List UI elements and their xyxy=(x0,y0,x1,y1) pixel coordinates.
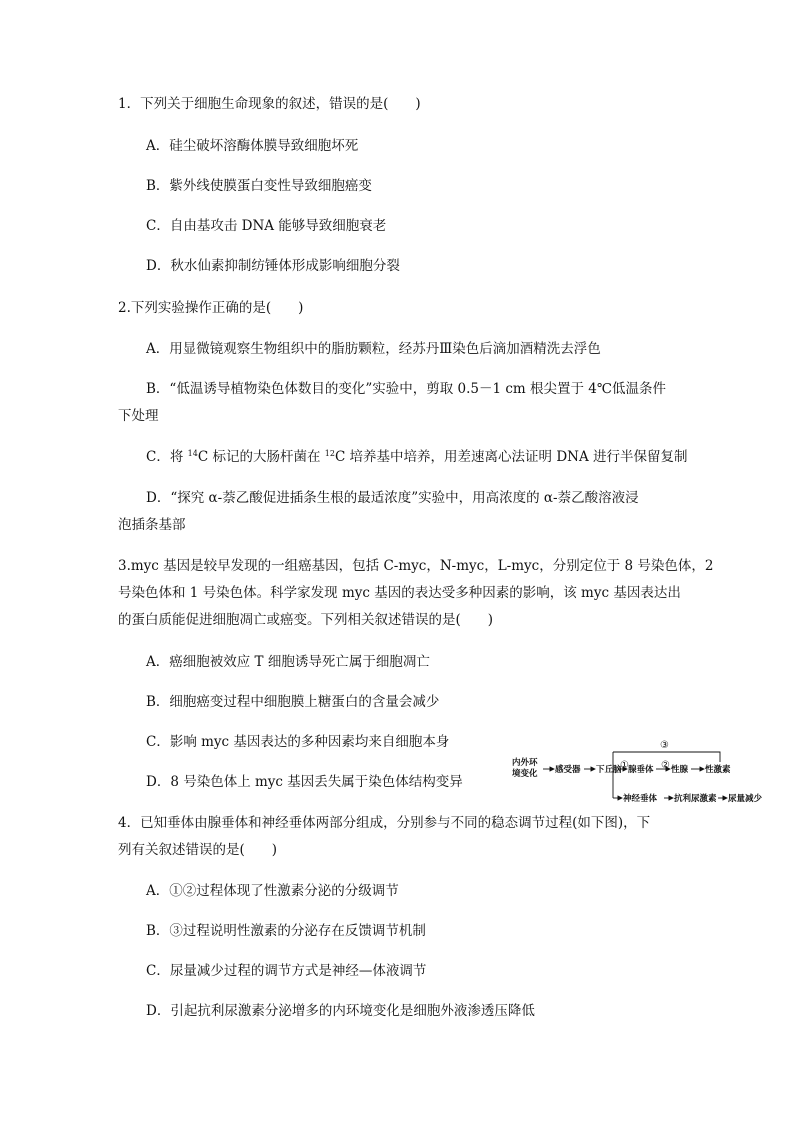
question-3-stem-line2: 号染色体和 1 号染色体。科学家发现 myc 基因的表达受多种因素的影响，该 myc 基因表达出 xyxy=(118,585,681,601)
neurohypophysis-label: 神经垂体 xyxy=(623,794,658,804)
q4-option-a: A．①②过程体现了性激素分泌的分级调节 xyxy=(146,883,399,899)
q2-option-c-part2: C 标记的大肠杆菌在 xyxy=(197,449,321,465)
q3-option-a: A．癌细胞被效应 T 细胞诱导死亡属于细胞凋亡 xyxy=(146,654,430,670)
env-change-label-1: 内外环 xyxy=(512,758,538,768)
question-3-stem-line3: 的蛋白质能促进细胞凋亡或癌变。下列相关叙述错误的是( ) xyxy=(118,612,494,628)
process-1-label: ① xyxy=(620,760,629,771)
q2-option-a: A．用显微镜观察生物组织中的脂肪颗粒，经苏丹Ⅲ染色后滴加酒精洗去浮色 xyxy=(146,341,601,357)
process-3-label: ③ xyxy=(660,740,669,751)
question-2-stem: 2.下列实验操作正确的是( ) xyxy=(118,300,304,316)
q3-option-c: C．影响 myc 基因表达的多种因素均来自细胞本身 xyxy=(146,734,450,750)
question-3-stem-line1: 3.myc 基因是较早发现的一组癌基因，包括 C-myc，N-myc，L-myc，分别定位于 8 号染色体，2 xyxy=(118,558,714,574)
q2-option-c xyxy=(146,451,688,465)
q1-option-b: B．紫外线使膜蛋白变性导致细胞癌变 xyxy=(146,178,372,194)
q2-option-c-part1: 将 xyxy=(169,449,184,465)
question-1-stem: 1．下列关于细胞生命现象的叙述，错误的是( ) xyxy=(118,96,421,112)
q2-option-d-continued: 泡插条基部 xyxy=(118,517,186,533)
q4-option-b: B．③过程说明性激素的分泌存在反馈调节机制 xyxy=(146,923,426,939)
isotope-12-sup: 12 xyxy=(324,449,335,458)
question-4-stem-line1: 4．已知垂体由腺垂体和神经垂体两部分组成，分别参与不同的稳态调节过程(如下图)，下 xyxy=(118,815,651,831)
q3-option-b: B．细胞癌变过程中细胞膜上糖蛋白的含量会减少 xyxy=(146,694,440,710)
q3-option-d: D．8 号染色体上 myc 基因丢失属于染色体结构变异 xyxy=(146,774,463,790)
hypothalamus-label: 下丘脑 xyxy=(596,765,622,775)
adh-label: 抗利尿激素 xyxy=(674,794,717,804)
receptor-label: 感受器 xyxy=(555,765,581,775)
q2-option-b: B．“低温诱导植物染色体数目的变化”实验中，剪取 0.5－1 cm 根尖置于 4℃低温条件 xyxy=(146,381,666,397)
question-4-stem-line2: 列有关叙述错误的是( ) xyxy=(118,842,278,858)
q4-option-c: C．尿量减少过程的调节方式是神经—体液调节 xyxy=(146,963,427,979)
isotope-14-sup: 14 xyxy=(187,449,198,458)
gonad-label: 性腺 xyxy=(671,765,689,775)
hormone-regulation-diagram xyxy=(508,738,770,808)
q2-option-b-continued: 下处理 xyxy=(118,408,159,424)
q2-option-c-part3: C 培养基中培养，用差速离心法证明 DNA 进行半保留复制 xyxy=(334,449,688,465)
q1-option-d: D．秋水仙素抑制纺锤体形成影响细胞分裂 xyxy=(146,258,400,274)
process-2-label: ② xyxy=(661,760,670,771)
env-change-label-2: 境变化 xyxy=(512,769,538,779)
q2-option-d: D．“探究 α-萘乙酸促进插条生根的最适浓度”实验中，用高浓度的 α-萘乙酸溶液浸 xyxy=(146,490,639,506)
adenohypophysis-label: 腺垂体 xyxy=(628,765,654,775)
q1-option-a: A．硅尘破坏溶酶体膜导致细胞坏死 xyxy=(146,138,359,154)
q2-option-c-prefix: C． xyxy=(146,449,170,465)
urine-decrease-label: 尿量减少 xyxy=(728,794,763,804)
q4-option-d: D．引起抗利尿激素分泌增多的内环境变化是细胞外液渗透压降低 xyxy=(146,1003,535,1019)
q1-option-c: C．自由基攻击 DNA 能够导致细胞衰老 xyxy=(146,218,387,234)
sex-hormone-label: 性激素 xyxy=(705,765,731,775)
